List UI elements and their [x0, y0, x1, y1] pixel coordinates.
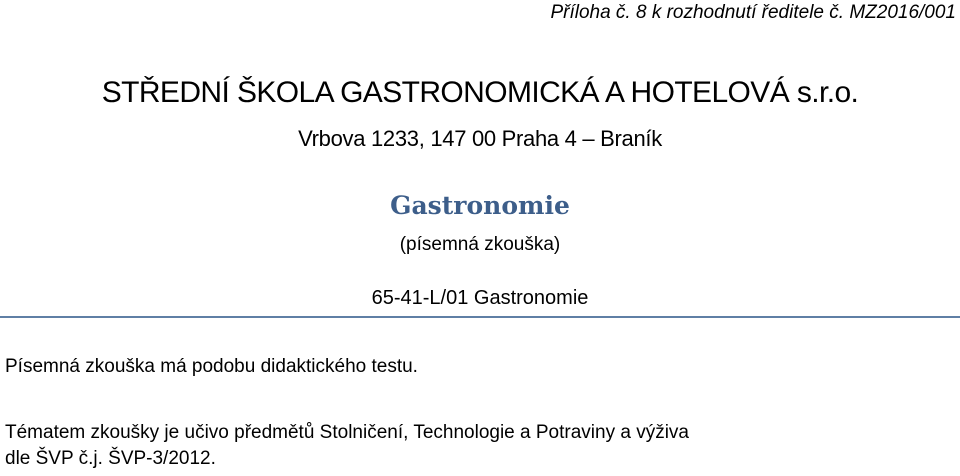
- subject-title: Gastronomie: [390, 191, 570, 220]
- exam-type: (písemná zkouška): [399, 234, 561, 255]
- school-address: Vrbova 1233, 147 00 Praha 4 – Braník: [298, 126, 662, 151]
- annex-note: Příloha č. 8 k rozhodnutí ředitele č. MZ2016/001: [550, 2, 956, 23]
- field-code: 65-41-L/01 Gastronomie: [371, 287, 589, 309]
- section-divider: [0, 316, 960, 318]
- school-name: STŘEDNÍ ŠKOLA GASTRONOMICKÁ A HOTELOVÁ s.r.o.: [101, 76, 859, 109]
- exam-format-paragraph: Písemná zkouška má podobu didaktického testu.: [5, 356, 418, 377]
- exam-topic-line-1: Tématem zkoušky je učivo předmětů Stolničení, Technologie a Potraviny a výživa: [5, 422, 689, 443]
- exam-topic-line-2: dle ŠVP č.j. ŠVP-3/2012.: [5, 448, 216, 469]
